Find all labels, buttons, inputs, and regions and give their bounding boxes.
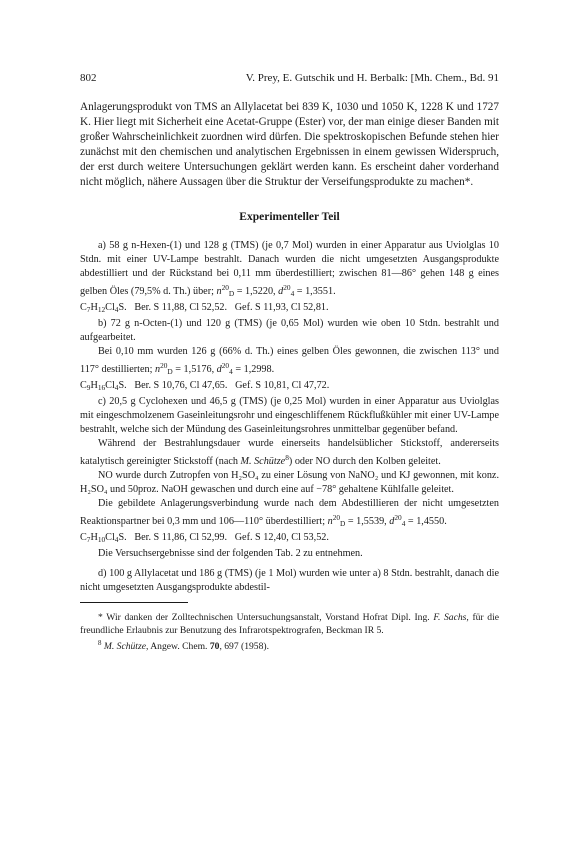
- paragraph-c4: Die gebildete Anlagerungsverbindung wurde nach dem Abdestillieren der nicht umgesetzten Reaktionspartner bei 0,3 mm und 106—110° überdestilliert; $n^{20}_D = 1,5539$, $d^{20}_4 = 1,4550$.: [80, 498, 499, 528]
- formula-a: $C_7H_{12}Cl_4S$. Ber. S 11,88, Cl 52,52. Gef. S 11,93, Cl 52,81.: [80, 302, 329, 314]
- footnote-star: * Wir danken der Zolltechnischen Untersuchungsanstalt, Vorstand Hofrat Dipl. Ing. F. Sachs, für die freundliche Erlaubnis zur Benutzung des Infrarotspektrografen, Beckman IR 5.: [80, 612, 499, 636]
- page-number: 802: [80, 72, 97, 84]
- paragraph-table-ref: Die Versuchsergebnisse sind der folgenden Tab. 2 zu entnehmen.: [98, 548, 363, 559]
- intro-paragraph: Anlagerungsprodukt von TMS an Allylacetat bei 839 K, 1030 und 1050 K, 1228 K und 1727 K. Hier liegt mit Sicherheit eine Acetat-Gruppe (Ester) vor, der man einige dieser Banden mit großer Wahrscheinlichkeit zuordnen wird dürfen. Die spektroskopischen Befunde stehen hier zunächst mit den chemischen und analytischen Ergebnissen in einem gewissen Widerspruch, der erst durch weitere Untersuchungen geklärt werden kann. Es erscheint daher vorderhand nicht möglich, nähere Aussagen über die Struktur der Verseifungsprodukte zu machen*.: [80, 101, 499, 188]
- paragraph-b2: Bei 0,10 mm wurden 126 g (66% d. Th.) eines gelben Öles gewonnen, die zwischen 113° und 117° destillierten; $n^{20}_D = 1,5176$, $d^{20}_4 = 1,2998$.: [80, 346, 499, 376]
- section-heading: Experimenteller Teil: [239, 211, 340, 223]
- paragraph-a: a) 58 g n-Hexen-(1) und 128 g (TMS) (je 0,7 Mol) wurden in einer Apparatur aus Uviolglas 10 Stdn. mit einer UV-Lampe bestrahlt. Danach wurden die nicht umgesetzten Ausgangsprodukte abdestilliert und der Rückstand bei 0,11 mm überdestilliert; zwischen 81—86° gehen 148 g eines gelben Öles (79,5% d. Th.) über; $n^{20}_D = 1,5220$, $d^{20}_4 = 1,3551$.: [80, 240, 499, 298]
- paragraph-c1: c) 20,5 g Cyclohexen und 46,5 g (TMS) (je 0,25 Mol) wurden in einer Apparatur aus Uviolglas mit eingeschmolzenem Gaseinleitungsrohr und eingeschliffenem Rückflußkühler mit einer UV-Lampe bestrahlt, welche sich der Mündung des Gaseinleitungsrohres unmittelbar gegenüber befand.: [80, 396, 499, 435]
- paragraph-d: d) 100 g Allylacetat und 186 g (TMS) (je 1 Mol) wurden wie unter a) 8 Stdn. bestrahlt, danach die nicht umgesetzten Ausgangsprodukte abdestil-: [80, 568, 499, 593]
- paragraph-c2: Während der Bestrahlungsdauer wurde einerseits handelsüblicher Stickstoff, andererseits katalytisch gereinigter Stickstoff (nach M. Schütze$^8$) oder NO durch den Kolben geleitet.: [80, 438, 499, 467]
- formula-c: $C_7H_{10}Cl_4S$. Ber. S 11,86, Cl 52,99. Gef. S 12,40, Cl 53,52.: [80, 532, 329, 544]
- formula-b: $C_9H_{16}Cl_4S$. Ber. S 10,76, Cl 47,65. Gef. S 10,81, Cl 47,72.: [80, 380, 330, 392]
- article-body: [80, 100, 499, 653]
- running-title: V. Prey, E. Gutschik und H. Berbalk: [Mh. Chem., Bd. 91: [245, 72, 499, 84]
- running-header: [80, 70, 499, 86]
- paragraph-c3: NO wurde durch Zutropfen von H₂SO₄ zu einer Lösung von NaNO₂ und KJ gewonnen, mit konz. H₂SO₄ und 50proz. NaOH gewaschen und durch eine auf −78° gehaltene Kühlfalle geleitet.: [80, 470, 499, 495]
- footnote-ref-8: $^8$ M. Schütze, Angew. Chem. 70, 697 (1958).: [98, 640, 269, 652]
- paragraph-b1: b) 72 g n-Octen-(1) und 120 g (TMS) (je 0,65 Mol) wurden wie oben 10 Stdn. bestrahlt und aufgearbeitet.: [80, 318, 499, 343]
- footnote-separator: [80, 602, 188, 603]
